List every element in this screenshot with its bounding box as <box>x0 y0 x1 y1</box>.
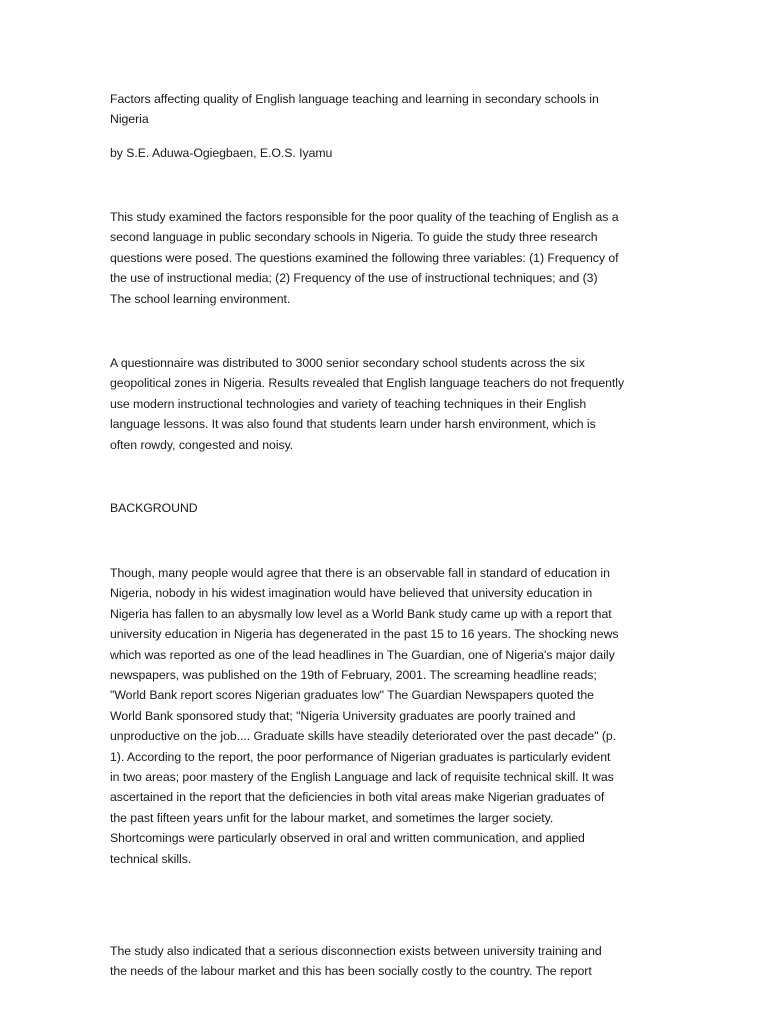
results-paragraph: A questionnaire was distributed to 3000 senior secondary school students across the six geopolitical zones in Nigeria. Results revealed that English language teachers do not frequently use modern instructional technologies and variety of teaching techniques in their English language lessons. It was also found that students learn under harsh environment, which is often rowdy, congested and noisy. <box>110 356 625 452</box>
author-byline: by S.E. Aduwa-Ogiegbaen, E.O.S. Iyamu <box>110 146 333 160</box>
abstract-paragraph: This study examined the factors responsible for the poor quality of the teaching of English as a second language in public secondary schools in Nigeria. To guide the study three research questions were posed. The questions examined the following three variables: (1) Frequency of the use of instructional media; (2) Frequency of the use of instructional techniques; and (3) The school learning environment. <box>110 210 619 306</box>
document-title: Factors affecting quality of English language teaching and learning in secondary schools in Nigeria <box>110 92 599 127</box>
section-heading: BACKGROUND <box>110 501 198 515</box>
background-paragraph-continued: The study also indicated that a serious disconnection exists between university training and the needs of the labour market and this has been socially costly to the country. The report <box>110 944 602 979</box>
background-paragraph: Though, many people would agree that there is an observable fall in standard of education in Nigeria, nobody in his widest imagination would have believed that university education in Nigeria has fallen to an abysmally low level as a World Bank study came up with a report that university education in Nigeria has degenerated in the past 15 to 16 years. The shocking news which was reported as one of the lead headlines in The Guardian, one of Nigeria's major daily newspapers, was published on the 19th of February, 2001. The screaming headline reads; "World Bank report scores Nigerian graduates low" The Guardian Newspapers quoted the World Bank sponsored study that; "Nigeria University graduates are poorly trained and unproductive on the job.... Graduate skills have steadily deteriorated over the past decade" (p. 1). According to the report, the poor performance of Nigerian graduates is particularly evident in two areas; poor mastery of the English Language and lack of requisite technical skill. It was ascertained in the report that the deficiencies in both vital areas make Nigerian graduates of the past fifteen years unfit for the labour market, and sometimes the larger society. Shortcomings were particularly observed in oral and written communication, and applied technical skills. <box>110 566 619 866</box>
